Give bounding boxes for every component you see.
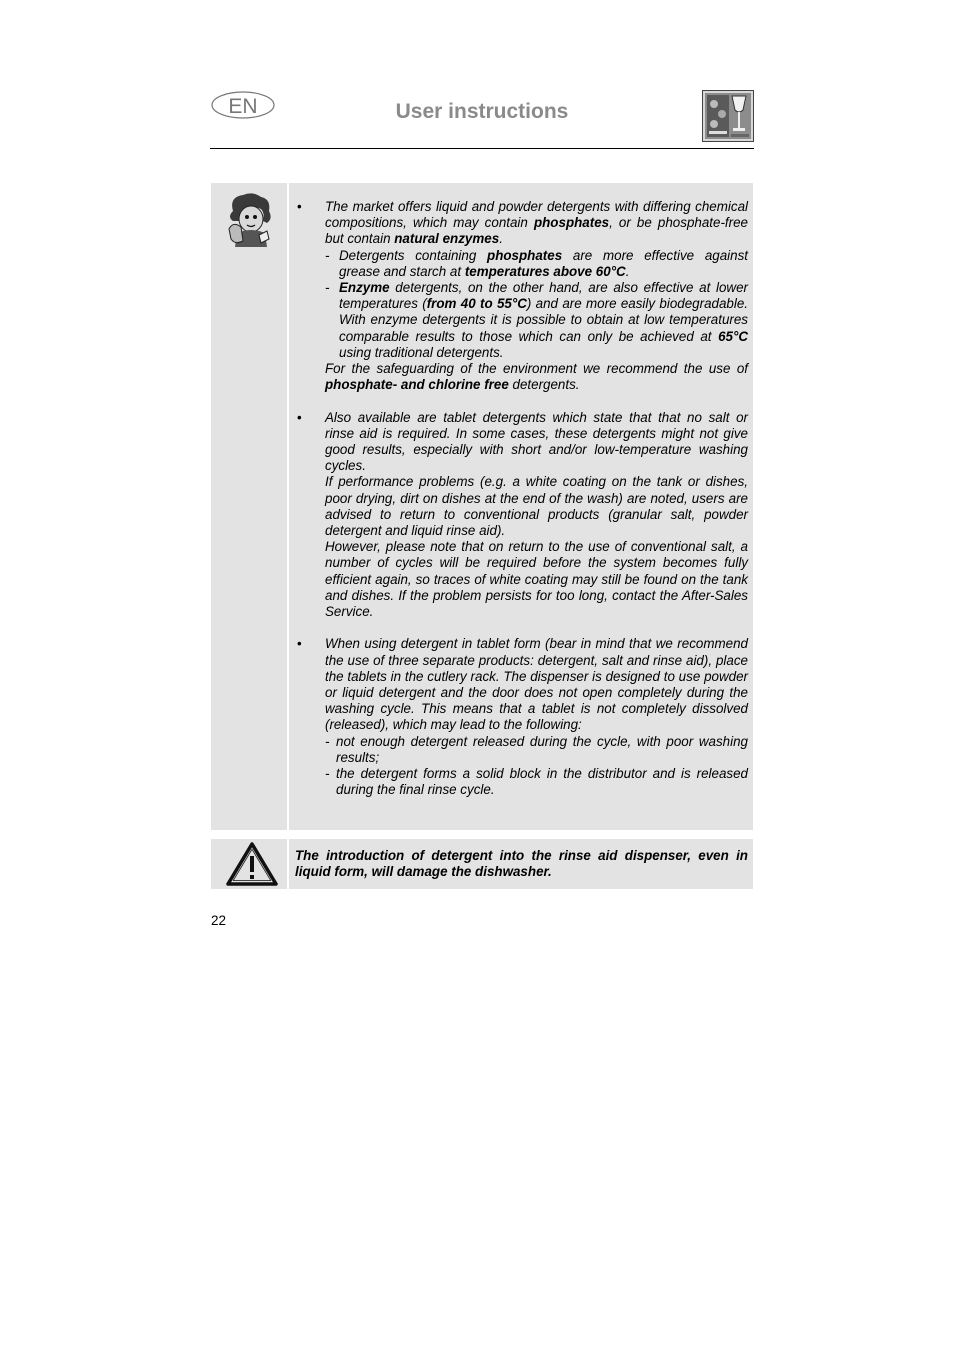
mascot-icon (223, 191, 275, 247)
bullet-item-detergent-types: • The market offers liquid and powder detergents with differing chemical compositions, which may contain phosphates, or be phosphate-free but contain natural enzymes. - Detergents containing phosphates are more effective against grease and starch at temperatures above 60°C. - Enzyme detergents, on the other hand, are also effective at lower temperatures (from 40 to 55°C) and are more easily biodegradable. With enzyme detergents it is possible to obtain at low temperatures comparable results to those which can only be achieved at 65°C using traditional detergents. For the safeguarding of the environment we recommend the use of phosphate- and chlorine free detergents. (297, 199, 748, 393)
warning-triangle-icon (225, 841, 279, 887)
detergent-info-panel (211, 183, 753, 830)
bullet-item-tablet-detergents: • Also available are tablet detergents which state that that no salt or rinse aid is required. In some cases, these detergents might not give good results, especially with short and/or low-temperature washing cycles. If performance problems (e.g. a white coating on the tank or dishes, poor drying, dirt on dishes at the end of the wash) are noted, users are advised to return to conventional products (granular salt, powder detergent and liquid rinse aid). However, please note that on return to the use of conventional salt, a number of cycles will be required before the system becomes fully efficient again, so traces of white coating may still be found on the tank and dishes. If the problem persists for too long, contact the After-Sales Service. (297, 409, 748, 620)
page-title: User instructions (395, 100, 569, 123)
bullet-marker: • (297, 199, 302, 214)
sub-item-phosphates: - Detergents containing phosphates are more effective against grease and starch at temperatures above 60°C. (325, 247, 748, 279)
warning-text-column (289, 839, 753, 889)
sub-item-enzyme: - Enzyme detergents, on the other hand, are also effective at lower temperatures (from 40 to 55°C) and are more easily biodegradable. With enzyme detergents it is possible to obtain at low temperatures comparable results to those which can only be achieved at 65°C using traditional detergents. (325, 280, 748, 360)
sub-item-solid-block: - the detergent forms a solid block in the distributor and is released during the final rinse cycle. (325, 766, 748, 798)
language-code: EN (228, 95, 258, 118)
bullet-marker: • (297, 409, 302, 425)
warning-panel (211, 839, 753, 889)
warning-text: The introduction of detergent into the rinse aid dispenser, even in liquid form, will damage the dishwasher. (295, 848, 748, 880)
warning-icon-column (211, 839, 287, 889)
page-number: 22 (211, 913, 227, 928)
detergent-info-text (289, 183, 753, 830)
dishwasher-icon (702, 90, 754, 142)
header-rule (210, 148, 754, 149)
bullet-marker: • (297, 636, 302, 652)
tip-icon-column (211, 183, 287, 830)
page-header (210, 88, 754, 148)
bullet-item-tablet-usage: • When using detergent in tablet form (bear in mind that we recommend the use of three separate products: detergent, salt and rinse aid), place the tablets in the cutlery rack. The dispenser is designed to use powder or liquid detergent and the door does not open completely during the washing cycle. This means that a tablet is not completely dissolved (released), which may lead to the following: - not enough detergent released during the cycle, with poor washing results; - the detergent forms a solid block in the distributor and is released during the final rinse cycle. (297, 636, 748, 798)
sub-item-poor-results: - not enough detergent released during the cycle, with poor washing results; (325, 733, 748, 765)
